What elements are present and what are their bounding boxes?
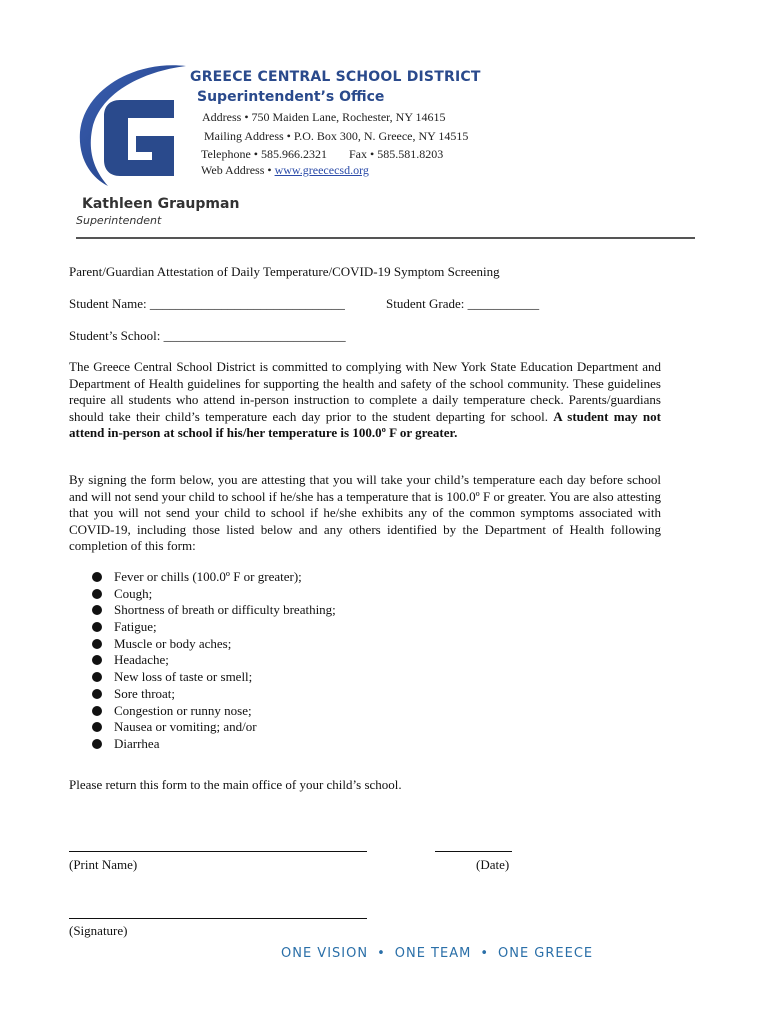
symptom-label: Fatigue;	[114, 619, 157, 635]
mailing-address: Mailing Address • P.O. Box 300, N. Greece, NY 14515	[204, 129, 469, 143]
list-item	[92, 636, 336, 653]
street-address: Address • 750 Maiden Lane, Rochester, NY 14615	[202, 110, 446, 124]
symptom-label: Sore throat;	[114, 685, 176, 701]
tagline-separator: •	[377, 946, 386, 961]
web-address-label: Web Address •	[201, 163, 275, 177]
tagline-separator: •	[480, 946, 489, 961]
intro-text: The Greece Central School District is committed to complying with New York State Education Department and Department of Health guidelines for supporting the health and safety of the school community. These guidelines require all students who attend in-person instruction to complete a daily temperature check. Parents/guardians should take their child’s temperature each day prior to the student departing for school.	[69, 359, 661, 424]
bullet-icon	[92, 589, 102, 599]
superintendent-title: Superintendent	[76, 214, 162, 227]
tagline-greece: ONE GREECE	[498, 946, 594, 961]
superintendent-name: Kathleen Graupman	[82, 196, 240, 212]
symptom-list	[92, 569, 336, 753]
fax: Fax • 585.581.8203	[349, 147, 444, 161]
bullet-icon	[92, 622, 102, 632]
symptom-label: Fever or chills (100.0º F or greater);	[114, 569, 302, 584]
symptom-label: Nausea or vomiting; and/or	[114, 719, 257, 735]
date-label: (Date)	[476, 857, 510, 872]
list-item	[92, 736, 336, 753]
student-name-field[interactable]: Student Name: ______________________________	[69, 296, 345, 311]
date-line[interactable]	[435, 851, 512, 852]
form-heading: Parent/Guardian Attestation of Daily Temperature/COVID-19 Symptom Screening	[69, 264, 500, 279]
print-name-label: (Print Name)	[69, 857, 138, 872]
bullet-icon	[92, 605, 102, 615]
symptom-label: New loss of taste or smell;	[114, 669, 253, 685]
tagline-team: ONE TEAM	[394, 946, 472, 961]
symptom-label: Headache;	[114, 652, 169, 668]
symptom-label: Muscle or body aches;	[114, 635, 232, 651]
symptom-label: Congestion or runny nose;	[114, 702, 252, 718]
print-name-line[interactable]	[69, 851, 367, 852]
bullet-icon	[92, 639, 102, 649]
intro-paragraph	[69, 359, 661, 442]
bullet-icon	[92, 722, 102, 732]
symptom-label: Shortness of breath or difficulty breathing;	[114, 602, 336, 618]
list-item	[92, 669, 336, 686]
temperature-rule: A student may not attend in-person at school if his/her temperature is 100.0º F or greater.	[69, 408, 661, 441]
list-item	[92, 703, 336, 720]
signature-line[interactable]	[69, 918, 367, 919]
web-address	[201, 163, 369, 178]
attestation-paragraph: By signing the form below, you are attesting that you will take your child’s temperature each day before school and will not send your child to school if he/she has a temperature that is 100.0º F or greater. You are also attesting that you will not send your child to school if he/she exhibits any of the common symptoms associated with COVID-19, including those listed below and any others identified by the Department of Health following completion of this form:	[69, 472, 661, 554]
bullet-icon	[92, 572, 102, 582]
list-item	[92, 619, 336, 636]
tagline-vision: ONE VISION	[281, 946, 369, 961]
telephone: Telephone • 585.966.2321	[201, 147, 328, 161]
office-title: Superintendent’s Office	[197, 89, 385, 105]
website-link[interactable]: www.greececsd.org	[274, 163, 369, 177]
district-name: GREECE CENTRAL SCHOOL DISTRICT	[190, 69, 481, 85]
list-item	[92, 586, 336, 603]
district-logo	[74, 60, 194, 188]
header-divider	[76, 237, 695, 239]
footer-tagline	[281, 946, 593, 961]
return-instructions: Please return this form to the main office of your child’s school.	[69, 777, 402, 792]
bullet-icon	[92, 689, 102, 699]
student-school-field[interactable]: Student’s School: ____________________________	[69, 328, 346, 343]
student-grade-field[interactable]: Student Grade: ___________	[386, 296, 540, 311]
list-item	[92, 719, 336, 736]
bullet-icon	[92, 672, 102, 682]
symptom-label: Diarrhea	[114, 735, 160, 751]
list-item	[92, 602, 336, 619]
bullet-icon	[92, 655, 102, 665]
list-item	[92, 652, 336, 669]
bullet-icon	[92, 706, 102, 716]
signature-label: (Signature)	[69, 923, 128, 938]
list-item	[92, 569, 336, 586]
bullet-icon	[92, 739, 102, 749]
symptom-label: Cough;	[114, 585, 153, 601]
list-item	[92, 686, 336, 703]
